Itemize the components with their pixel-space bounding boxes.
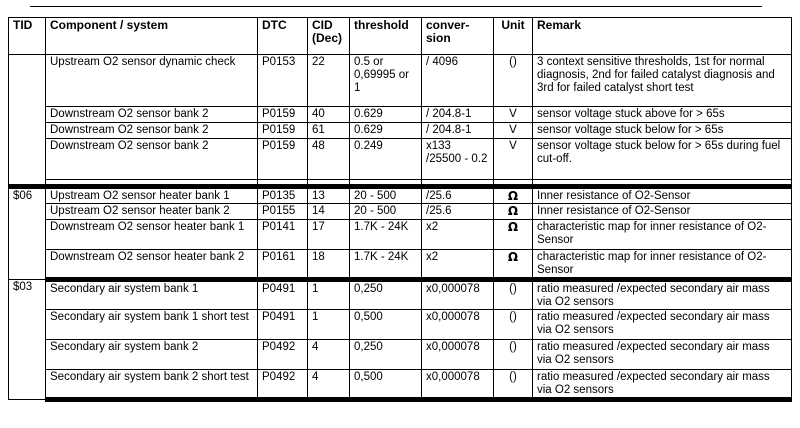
table-row <box>9 107 792 123</box>
component-cell: Secondary air system bank 1 short test <box>46 310 258 340</box>
remark-cell: ratio measured /expected secondary air mass via O2 sensors <box>533 340 792 370</box>
unit-cell: Ω <box>494 250 533 280</box>
conversion-cell: x0,000078 <box>422 340 494 370</box>
remark-cell: ratio measured /expected secondary air mass via O2 sensors <box>533 280 792 310</box>
unit-cell: V <box>494 123 533 139</box>
remark-cell: 3 context sensitive thresholds, 1st for normal diagnosis, 2nd for failed catalyst diagnosis and 3rd for failed catalyst short test <box>533 55 792 107</box>
unit-cell: () <box>494 280 533 310</box>
component-cell: Secondary air system bank 2 short test <box>46 370 258 400</box>
threshold-cell: 0,500 <box>350 310 422 340</box>
unit-cell: V <box>494 139 533 180</box>
threshold-cell: 1.7K - 24K <box>350 220 422 250</box>
component-cell: Downstream O2 sensor bank 2 <box>46 123 258 139</box>
cid-cell: 1 <box>308 280 350 310</box>
dtc-cell: P0141 <box>258 220 308 250</box>
unit-cell: () <box>494 370 533 400</box>
component-cell: Downstream O2 sensor bank 2 <box>46 107 258 123</box>
top-rule <box>30 6 762 7</box>
dtc-cell: P0159 <box>258 139 308 180</box>
table-row <box>9 340 792 370</box>
remark-cell: characteristic map for inner resistance of O2-Sensor <box>533 220 792 250</box>
conversion-cell: / 4096 <box>422 55 494 107</box>
header-row <box>9 18 792 55</box>
threshold-cell: 0.249 <box>350 139 422 180</box>
table-row <box>9 220 792 250</box>
cid-cell: 4 <box>308 340 350 370</box>
dtc-cell: P0491 <box>258 310 308 340</box>
cid-cell: 48 <box>308 139 350 180</box>
threshold-cell: 0.629 <box>350 123 422 139</box>
component-cell: Downstream O2 sensor bank 2 <box>46 139 258 180</box>
threshold-cell: 0,500 <box>350 370 422 400</box>
component-cell: Downstream O2 sensor heater bank 1 <box>46 220 258 250</box>
unit-cell: () <box>494 310 533 340</box>
threshold-cell: 0,250 <box>350 340 422 370</box>
unit-cell: Ω <box>494 187 533 204</box>
component-cell: Upstream O2 sensor heater bank 1 <box>46 187 258 204</box>
diagnostic-table <box>8 17 792 402</box>
remark-cell: sensor voltage stuck below for > 65s <box>533 123 792 139</box>
unit-cell: Ω <box>494 204 533 220</box>
table-row <box>9 139 792 180</box>
dtc-cell: P0135 <box>258 187 308 204</box>
dtc-cell: P0159 <box>258 123 308 139</box>
component-cell: Secondary air system bank 1 <box>46 280 258 310</box>
header-conversion: conver-sion <box>422 18 494 55</box>
table-row <box>9 280 792 310</box>
tid-cell: $06 <box>9 187 46 280</box>
table-row <box>9 250 792 280</box>
conversion-cell: / 204.8-1 <box>422 107 494 123</box>
unit-cell: V <box>494 107 533 123</box>
conversion-cell: x2 <box>422 220 494 250</box>
conversion-cell: x0,000078 <box>422 370 494 400</box>
threshold-cell: 0.5 or 0,69995 or 1 <box>350 55 422 107</box>
threshold-cell: 20 - 500 <box>350 204 422 220</box>
cid-cell: 14 <box>308 204 350 220</box>
table-row <box>9 123 792 139</box>
component-cell: Secondary air system bank 2 <box>46 340 258 370</box>
header-remark: Remark <box>533 18 792 55</box>
header-cid: CID (Dec) <box>308 18 350 55</box>
table-row <box>9 55 792 107</box>
threshold-cell: 0.629 <box>350 107 422 123</box>
conversion-cell: x133 /25500 - 0.2 <box>422 139 494 180</box>
conversion-cell: /25.6 <box>422 187 494 204</box>
table-row <box>9 204 792 220</box>
table-row <box>9 187 792 204</box>
dtc-cell: P0155 <box>258 204 308 220</box>
remark-cell: Inner resistance of O2-Sensor <box>533 187 792 204</box>
conversion-cell: x0,000078 <box>422 310 494 340</box>
remark-cell: ratio measured /expected secondary air mass via O2 sensors <box>533 370 792 400</box>
remark-cell: sensor voltage stuck above for > 65s <box>533 107 792 123</box>
component-cell: Downstream O2 sensor heater bank 2 <box>46 250 258 280</box>
remark-cell: ratio measured /expected secondary air mass via O2 sensors <box>533 310 792 340</box>
conversion-cell: x2 <box>422 250 494 280</box>
conversion-cell: x0,000078 <box>422 280 494 310</box>
unit-cell: () <box>494 55 533 107</box>
dtc-cell: P0159 <box>258 107 308 123</box>
header-threshold: threshold <box>350 18 422 55</box>
cid-cell: 22 <box>308 55 350 107</box>
dtc-cell: P0492 <box>258 370 308 400</box>
conversion-cell: /25.6 <box>422 204 494 220</box>
threshold-cell: 0,250 <box>350 280 422 310</box>
tid-cell: $03 <box>9 280 46 400</box>
component-cell: Upstream O2 sensor dynamic check <box>46 55 258 107</box>
remark-cell: sensor voltage stuck below for > 65s during fuel cut-off. <box>533 139 792 180</box>
dtc-cell: P0492 <box>258 340 308 370</box>
cid-cell: 61 <box>308 123 350 139</box>
cid-cell: 1 <box>308 310 350 340</box>
cid-cell: 4 <box>308 370 350 400</box>
dtc-cell: P0161 <box>258 250 308 280</box>
dtc-cell: P0491 <box>258 280 308 310</box>
cid-cell: 40 <box>308 107 350 123</box>
component-cell: Upstream O2 sensor heater bank 2 <box>46 204 258 220</box>
header-tid: TID <box>9 18 46 55</box>
header-unit: Unit <box>494 18 533 55</box>
unit-cell: Ω <box>494 220 533 250</box>
remark-cell: characteristic map for inner resistance of O2-Sensor <box>533 250 792 280</box>
conversion-cell: / 204.8-1 <box>422 123 494 139</box>
header-component: Component / system <box>46 18 258 55</box>
dtc-cell: P0153 <box>258 55 308 107</box>
cid-cell: 13 <box>308 187 350 204</box>
remark-cell: Inner resistance of O2-Sensor <box>533 204 792 220</box>
threshold-cell: 20 - 500 <box>350 187 422 204</box>
cid-cell: 17 <box>308 220 350 250</box>
threshold-cell: 1.7K - 24K <box>350 250 422 280</box>
unit-cell: () <box>494 340 533 370</box>
table-row <box>9 310 792 340</box>
tid-cell <box>9 55 46 187</box>
header-dtc: DTC <box>258 18 308 55</box>
spacer-row <box>9 180 792 187</box>
table-row <box>9 370 792 400</box>
cid-cell: 18 <box>308 250 350 280</box>
